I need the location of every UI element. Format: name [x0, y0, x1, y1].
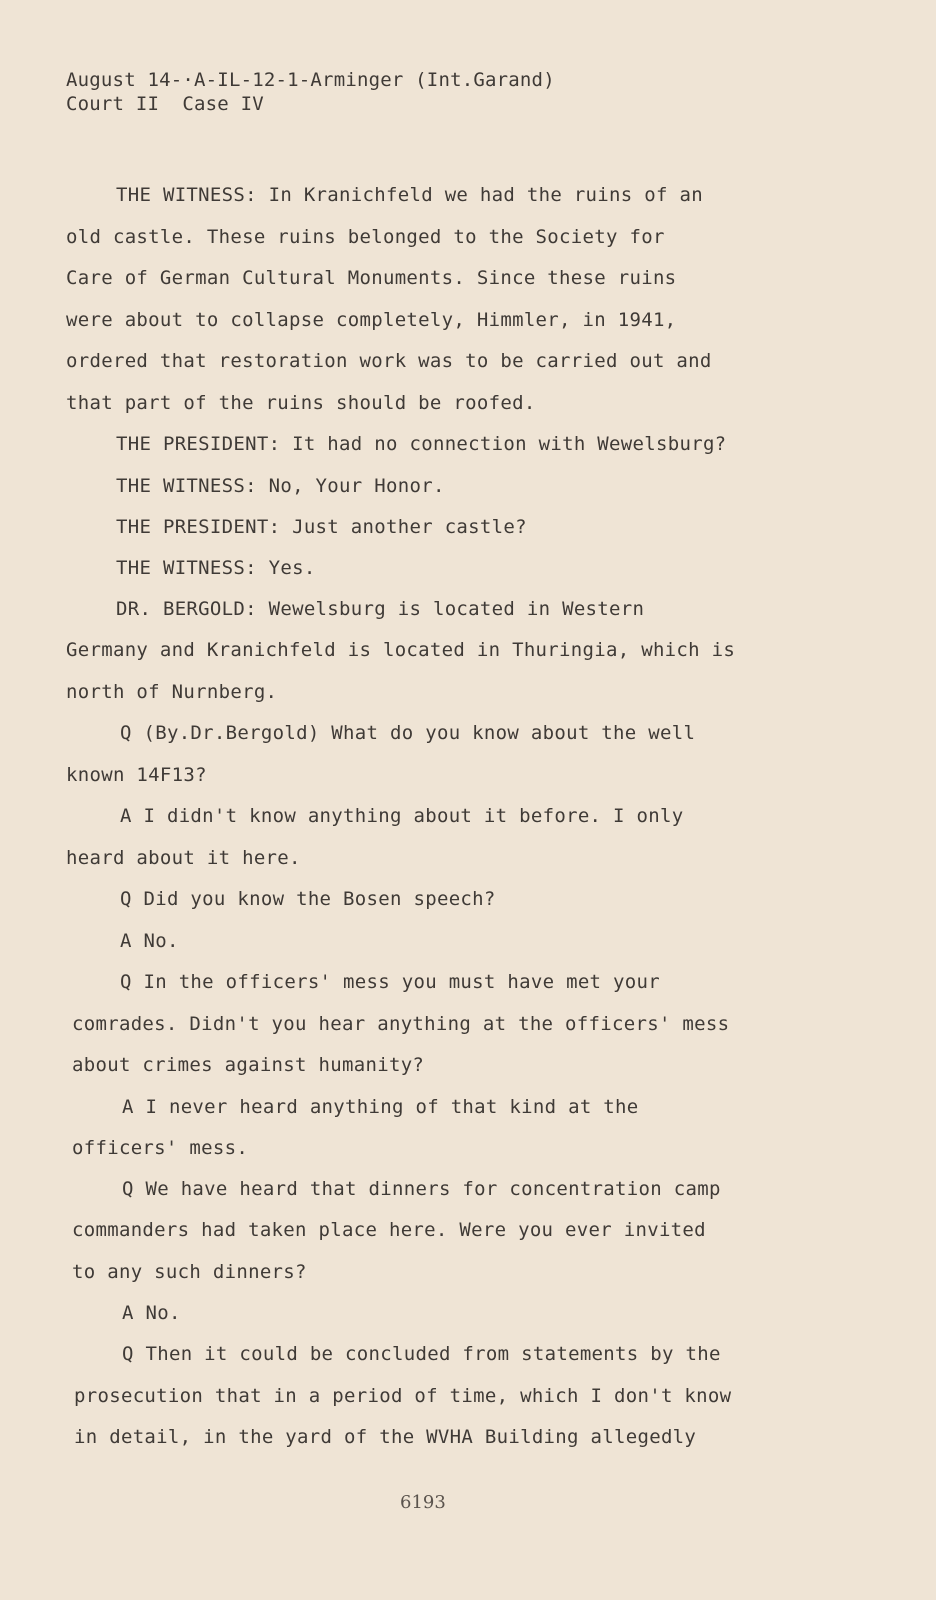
transcript-line: about crimes against humanity?	[72, 1054, 425, 1076]
transcript-line: Q We have heard that dinners for concentration camp	[122, 1178, 721, 1200]
header-line-date: August 14-·A-IL-12-1-Arminger (Int.Garand)	[66, 69, 555, 91]
transcript-line: to any such dinners?	[72, 1261, 307, 1283]
transcript-line: known 14F13?	[66, 764, 207, 786]
transcript-line: Q In the officers' mess you must have met your	[120, 971, 660, 993]
transcript-line: old castle. These ruins belonged to the Society for	[66, 226, 665, 248]
transcript-line: Care of German Cultural Monuments. Since these ruins	[66, 267, 677, 289]
transcript-line: A I never heard anything of that kind at the	[122, 1096, 639, 1118]
transcript-line: A No.	[122, 1302, 181, 1324]
transcript-line: THE PRESIDENT: Just another castle?	[116, 516, 527, 538]
transcript-line: Q (By.Dr.Bergold) What do you know about the well	[120, 722, 696, 744]
header-line-court: Court II Case IV	[66, 93, 264, 115]
transcript-line: THE WITNESS: In Kranichfeld we had the ruins of an	[116, 184, 703, 206]
transcript-line: that part of the ruins should be roofed.	[66, 392, 536, 414]
transcript-line: heard about it here.	[66, 847, 301, 869]
transcript-line: Q Then it could be concluded from statements by the	[122, 1343, 721, 1365]
transcript-line: Germany and Kranichfeld is located in Thuringia, which is	[66, 639, 736, 661]
transcript-line: prosecution that in a period of time, which I don't know	[74, 1385, 732, 1407]
transcript-line: Q Did you know the Bosen speech?	[120, 888, 496, 910]
transcript-line: commanders had taken place here. Were you ever invited	[72, 1219, 706, 1241]
document-header	[66, 68, 555, 116]
transcript-line: ordered that restoration work was to be carried out and	[66, 350, 712, 372]
transcript-line: A No.	[120, 930, 179, 952]
transcript-line: A I didn't know anything about it before. I only	[120, 805, 684, 827]
transcript-line: THE WITNESS: No, Your Honor.	[116, 475, 445, 497]
transcript-line: were about to collapse completely, Himmler, in 1941,	[66, 309, 677, 331]
transcript-line: DR. BERGOLD: Wewelsburg is located in Western	[116, 598, 645, 620]
page-number: 6193	[400, 1492, 446, 1513]
transcript-line: in detail, in the yard of the WVHA Building allegedly	[74, 1426, 697, 1448]
transcript-line: officers' mess.	[72, 1137, 249, 1159]
transcript-line: north of Nurnberg.	[66, 681, 278, 703]
transcript-line: THE PRESIDENT: It had no connection with Wewelsburg?	[116, 433, 727, 455]
transcript-line: comrades. Didn't you hear anything at the officers' mess	[72, 1013, 730, 1035]
transcript-line: THE WITNESS: Yes.	[116, 557, 316, 579]
